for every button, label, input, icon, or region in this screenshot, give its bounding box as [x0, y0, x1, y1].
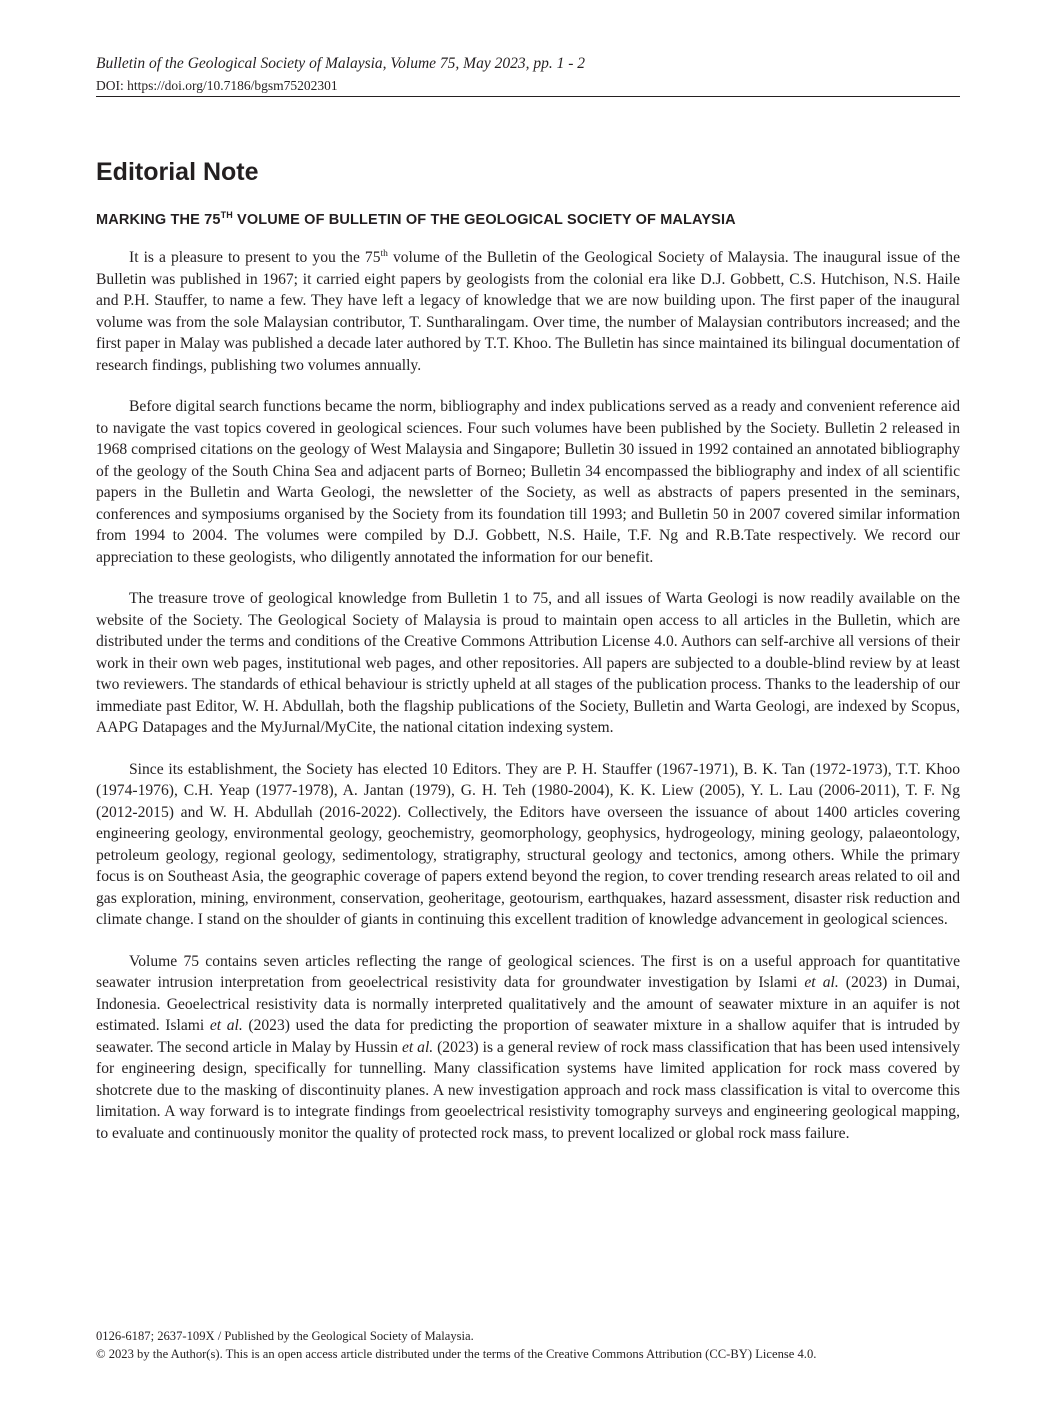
subtitle-superscript: TH — [220, 210, 233, 220]
paragraph-1-end: volume of the Bulletin of the Geological Society of Malaysia. The inaugural issue of the Bulletin was published in 1967; it carried eight papers by geologists from the colonial era like D.J. Gobbett, C.S. Hutchison, N.S. Haile and P.H. Stauffer, to name a few. They have left a legacy of knowledge that we are now building upon. The first paper of the inaugural volume was from the sole Malaysian contributor, T. Suntharalingam. Over time, the number of Malaysian contributors increased; and the first paper in Malay was published a decade later authored by T.T. Khoo. The Bulletin has since maintained its bilingual documentation of research findings, publishing two volumes annually. — [96, 249, 960, 374]
paragraph-5 — [96, 951, 960, 1145]
subtitle-start: MARKING THE 75 — [96, 212, 221, 228]
paragraph-5-part-d: (2023) is a general review of rock mass classification that has been used intensively for engineering design, specifically for tunnelling. Many classification systems have limited application for rock mass covered by shotcrete due to the masking of discontinuity planes. A new investigation approach and rock mass classification is vital to overcome this limitation. A way forward is to integrate findings from geoelectrical resistivity tomography surveys and engineering geological mapping, to evaluate and continuously monitor the quality of protected rock mass, to prevent localized or global rock mass failure. — [96, 1038, 960, 1142]
header-rule — [96, 96, 960, 97]
issn-line: 0126-6187; 2637-109X / Published by the Geological Society of Malaysia. — [96, 1329, 474, 1343]
et-al-1: et al. — [804, 974, 839, 991]
doi-line: DOI: https://doi.org/10.7186/bgsm75202301 — [96, 78, 338, 93]
article-subtitle — [96, 205, 736, 230]
paragraph-2: Before digital search functions became the norm, bibliography and index publications served as a ready and convenient reference aid to navigate the vast topics covered in geological sciences. Four such volumes have been published by the Society. Bulletin 2 released in 1968 comprised citations on the geology of West Malaysia and Singapore; Bulletin 30 issued in 1992 contained an annotated bibliography of the geology of the South China Sea and adjacent parts of Borneo; Bulletin 34 encompassed the bibliography and index of all scientific papers in the Bulletin and Warta Geologi, the newsletter of the Society, as well as abstracts of papers presented in the seminars, conferences and symposiums organised by the Society from its foundation till 1993; and Bulletin 50 in 2007 covered similar information from 1994 to 2004. The volumes were compiled by D.J. Gobbett, N.S. Haile, T.F. Ng and R.B.Tate respectively. We record our appreciation to these geologists, who diligently annotated the information for our benefit. — [96, 398, 960, 566]
page-footer — [96, 1327, 996, 1363]
et-al-3: et al. — [402, 1038, 434, 1056]
running-head: Bulletin of the Geological Society of Malaysia, Volume 75, May 2023, pp. 1 - 2 — [96, 55, 586, 72]
paragraph-1-superscript: th — [380, 249, 388, 259]
paragraph-3: The treasure trove of geological knowledge from Bulletin 1 to 75, and all issues of Warta Geologi is now readily available on the website of the Society. The Geological Society of Malaysia is proud to maintain open access to all articles in the Bulletin, which are distributed under the terms and conditions of the Creative Commons Attribution License 4.0. Authors can self-archive all versions of their work in their own web pages, institutional web pages, and other repositories. All papers are subjected to a double-blind review by at least two reviewers. The standards of ethical behaviour is strictly upheld at all stages of the publication process. Thanks to the leadership of our immediate past Editor, W. H. Abdullah, both the flagship publications of the Society, Bulletin and Warta Geologi, are indexed by Scopus, AAPG Datapages and the MyJurnal/MyCite, the national citation indexing system. — [96, 590, 960, 736]
paragraph-4: Since its establishment, the Society has elected 10 Editors. They are P. H. Stauffer (1967-1971), B. K. Tan (1972-1973), T.T. Khoo (1974-1976), C.H. Yeap (1977-1978), A. Jantan (1979), G. H. Teh (1980-2004), K. K. Liew (2005), Y. L. Lau (2006-2011), T. F. Ng (2012-2015) and W. H. Abdullah (2016-2022). Collectively, the Editors have overseen the issuance of about 1400 articles covering engineering geology, environmental geology, geochemistry, geomorphology, geophysics, hydrogeology, mining geology, palaeontology, petroleum geology, regional geology, sedimentology, stratigraphy, structural geology and tectonics, among others. While the primary focus is on Southeast Asia, the geographic coverage of papers extend beyond the region, to cover trending research areas related to oil and gas exploration, mining, environment, conservation, geoheritage, geotourism, earthquakes, hazard assessment, disaster risk reduction and climate change. I stand on the shoulder of giants in continuing this excellent tradition of knowledge advancement in geological sciences. — [96, 760, 960, 928]
paragraph-5-part-b: (2023) in Dumai, Indonesia. Geoelectrical resistivity data is normally interpreted qualitatively and the amount of seawater mixture in an aquifer is not estimated. Islami — [96, 974, 960, 1034]
paragraph-1 — [96, 247, 960, 376]
section-title: Editorial Note — [96, 158, 259, 186]
subtitle-end: VOLUME OF BULLETIN OF THE GEOLOGICAL SOCIETY OF MALAYSIA — [232, 212, 736, 228]
article-body — [96, 247, 960, 1164]
paragraph-5-part-c: (2023) used the data for predicting the proportion of seawater mixture in a shallow aquifer that is intruded by seawater. The second article in Malay by Hussin — [96, 1017, 961, 1056]
paragraph-1-start: It is a pleasure to present to you the 75 — [129, 249, 381, 266]
paragraph-5-part-a: Volume 75 contains seven articles reflecting the range of geological sciences. The first is on a useful approach for quantitative seawater intrusion interpretation from geoelectrical resistivity data for groundwater investigation by Islami — [96, 952, 960, 991]
license-line: © 2023 by the Author(s). This is an open access article distributed under the terms of the Creative Commons Attribution (CC-BY) License 4.0. — [96, 1347, 817, 1361]
et-al-2: et al. — [209, 1017, 243, 1034]
